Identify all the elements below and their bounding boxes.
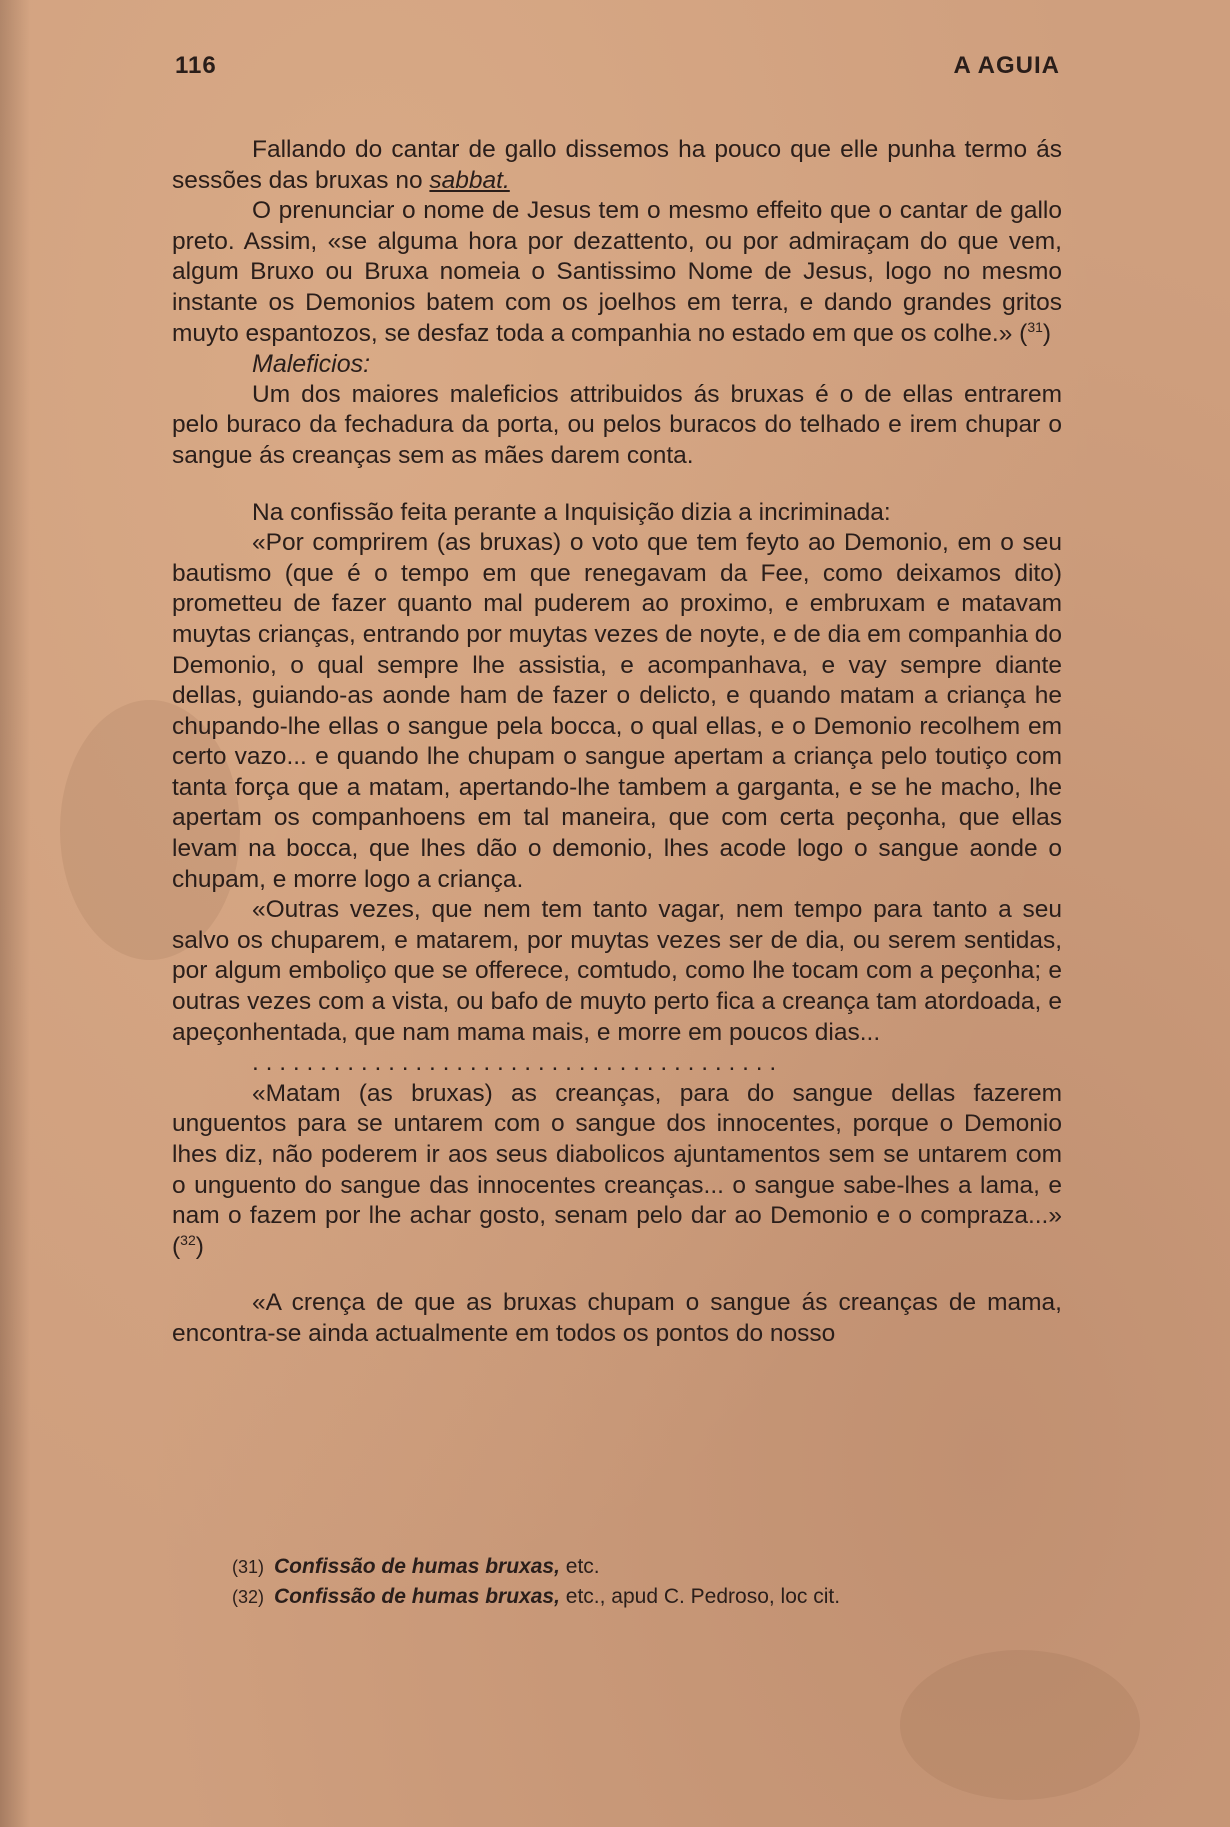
footnote-mark: (31) [232,1557,265,1577]
ellipsis-row: . . . . . . . . . . . . . . . . . . . . . . . . . . . . . . . . . . . . . . . [252,1049,777,1077]
paragraph: Um dos maiores maleficios attribuidos ás bruxas é o de ellas entrarem pelo buraco da fechadura da porta, ou pelos buracos do telhado e irem chupar o sangue ás creanças sem as mães darem conta. [172,380,1062,469]
footnote-mark: (32) [232,1587,265,1607]
paragraph-text: O prenunciar o nome de Jesus tem o mesmo effeito que o cantar de gallo preto. Assim, «se alguma hora por dezattento, ou por admiraçam do que vem, algum Bruxo ou Bruxa nomeia o Santissimo Nome de Jesus, logo no mesmo instante os Demonios batem com os joelhos em terra, e dando grandes gritos muyto espantozos, se desfaz toda a companhia no estado em que os colhe.» [172,197,1062,347]
italic-term: sabbat. [429,166,510,194]
footnote [232,1552,840,1582]
paper-stain [900,1650,1140,1800]
paragraph-text: «Matam (as bruxas) as creanças, para do sangue dellas fazerem unguentos para se untarem com o sangue dos innocentes, porque o Demonio lhes diz, não poderem ir aos seus diabolicos ajuntamentos sem se untarem com o unguento do sangue das innocentes creanças... o sangue sabe-lhes a lama, e nam o fazem por lhe achar gosto, senam pelo dar ao Demonio e o compraza...» [172,1079,1062,1230]
running-head [175,52,1060,92]
paragraph [172,196,1062,349]
footnote-work: Confissão de humas bruxas, [274,1555,560,1578]
footnotes [232,1552,840,1612]
section-heading: Maleficios: [252,350,371,379]
journal-title: A AGUIA [953,52,1060,79]
page-number: 116 [175,52,217,79]
paragraph: Na confissão feita perante a Inquisição dizia a incriminada: [252,498,891,526]
footnote [232,1582,840,1612]
footnote-rest: etc. [559,1555,600,1578]
note-reference: ($^{32}$) [172,1231,204,1260]
paragraph: «Por comprirem (as bruxas) o voto que tem feyto ao Demonio, em o seu bautismo (que é o tempo em que renegavam da Fee, como deixamos dito) prometteu de fazer quanto mal puderem ao proximo, e embruxam e matavam muytas crianças, entrando por muytas vezes de noyte, e de dia em companhia do Demonio, o qual sempre lhe assistia, e acompanhava, e vay sempre diante dellas, guiando-as aonde ham de fazer o delicto, e quando matam a criança he chupando-lhe ellas o sangue pela bocca, o qual ellas, e o Demonio recolhem em certo vazo... e quando lhe chupam o sangue apertam a criança pelo toutiço com tanta força que a matam, apertando-lhe tambem a garganta, e se he macho, lhe apertam os companhoens em tal maneira, que com certa peçonha, que ellas levam na bocca, que lhes dão o demonio, lhes acode logo o sangue aonde o chupam, e morre logo a criança. [172,529,1062,893]
paragraph [172,1079,1062,1263]
footnote-rest: etc., apud C. Pedroso, loc cit. [559,1585,841,1608]
paragraph-text: Fallando do cantar de gallo dissemos ha pouco que elle punha termo ás sessões das bruxas no [172,136,1062,194]
note-reference: ($^{31}$) [1019,318,1052,347]
paragraph [172,135,1062,196]
footnote-work: Confissão de humas bruxas, [274,1585,560,1608]
paragraph: «A crença de que as bruxas chupam o sangue ás creanças de mama, encontra-se ainda actualmente em todos os pontos do nosso [172,1289,1062,1347]
paragraph: «Outras vezes, que nem tem tanto vagar, nem tempo para tanto a seu salvo os chuparem, e matarem, por muytas vezes ser de dia, ou serem sentidas, por algum emboliço que se offerece, comtudo, como lhe tocam com a peçonha; e outras vezes com a vista, ou bafo de muyto perto fica a creança tam atordoada, e apeçonhentada, que nam mama mais, e morre em poucos dias... [172,896,1062,1046]
body-text [172,135,1062,1350]
